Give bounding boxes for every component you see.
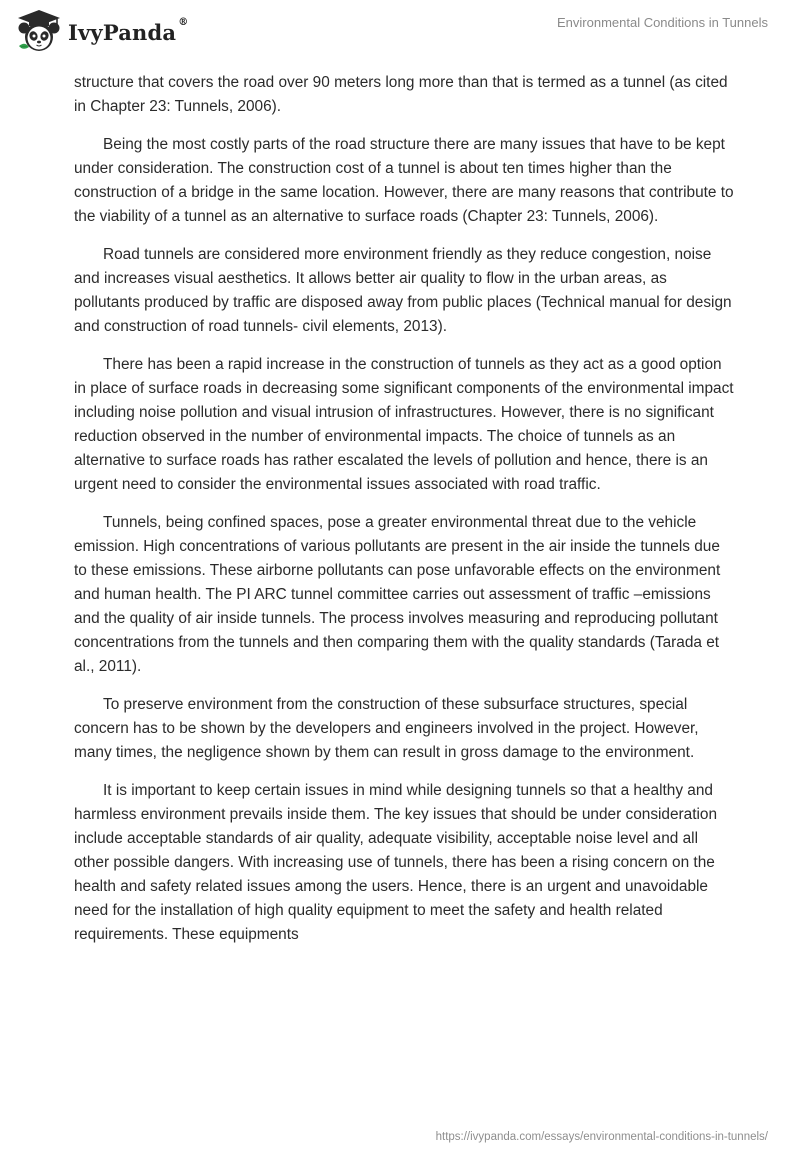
document-title: Environmental Conditions in Tunnels bbox=[556, 15, 768, 30]
paragraph: It is important to keep certain issues in mind while designing tunnels so that a healthy and harmless environment prevails inside them. The key issues that should be under consideration include acceptable standards of air quality, adequate visibility, acceptable noise level and all other possible dangers. With increasing use of tunnels, there has been a rising concern on the health and safety related issues among the users. Hence, there is an urgent and unavoidable need for the installation of high quality equipment to meet the safety and health related requirements. These equipments bbox=[74, 782, 718, 943]
registered-mark: ® bbox=[178, 16, 189, 28]
paragraph: Tunnels, being confined spaces, pose a greater environmental threat due to the vehicle emission. High concentrations of various pollutants are present in the air inside the tunnels due to these emissions. These airborne pollutants can pose unfavorable effects on the environment and human health. The PI ARC tunnel committee carries out assessment of traffic –emissions and the quality of air inside tunnels. The process involves measuring and reproducing pollutant concentrations from the tunnels and then comparing them with the quality standards (Tarada et al., 2011). bbox=[74, 514, 721, 675]
ivypanda-logo[interactable] bbox=[16, 8, 192, 54]
paragraph: Road tunnels are considered more environment friendly as they reduce congestion, noise and increases visual aesthetics. It allows better air quality to flow in the urban areas, as pollutants produced by traffic are disposed away from public places (Technical manual for design and construction of road tunnels- civil elements, 2013). bbox=[74, 246, 732, 335]
essay-body bbox=[74, 71, 734, 961]
source-url-link[interactable]: https://ivypanda.com/essays/environmental-conditions-in-tunnels/ bbox=[435, 1131, 768, 1143]
logo-text: IvyPanda bbox=[68, 19, 177, 45]
panda-logo-icon bbox=[16, 8, 62, 54]
paragraph: To preserve environment from the construction of these subsurface structures, special concern has to be shown by the developers and engineers involved in the project. However, many times, the negligence shown by them can result in gross damage to the environment. bbox=[74, 696, 699, 761]
page-header bbox=[0, 0, 800, 66]
paragraph: structure that covers the road over 90 meters long more than that is termed as a tunnel (as cited in Chapter 23: Tunnels, 2006). bbox=[74, 74, 728, 115]
paragraph: Being the most costly parts of the road structure there are many issues that have to be kept under consideration. The construction cost of a tunnel is about ten times higher than the construction of a bridge in the same location. However, there are many reasons that contribute to the viability of a tunnel as an alternative to surface roads (Chapter 23: Tunnels, 2006). bbox=[74, 136, 734, 225]
paragraph: There has been a rapid increase in the construction of tunnels as they act as a good option in place of surface roads in decreasing some significant components of the environmental impact including noise pollution and visual intrusion of infrastructures. However, there is no significant reduction observed in the number of environmental impacts. The choice of tunnels as an alternative to surface roads has rather escalated the levels of pollution and hence, there is an urgent need to consider the environmental issues associated with road traffic. bbox=[74, 356, 734, 493]
